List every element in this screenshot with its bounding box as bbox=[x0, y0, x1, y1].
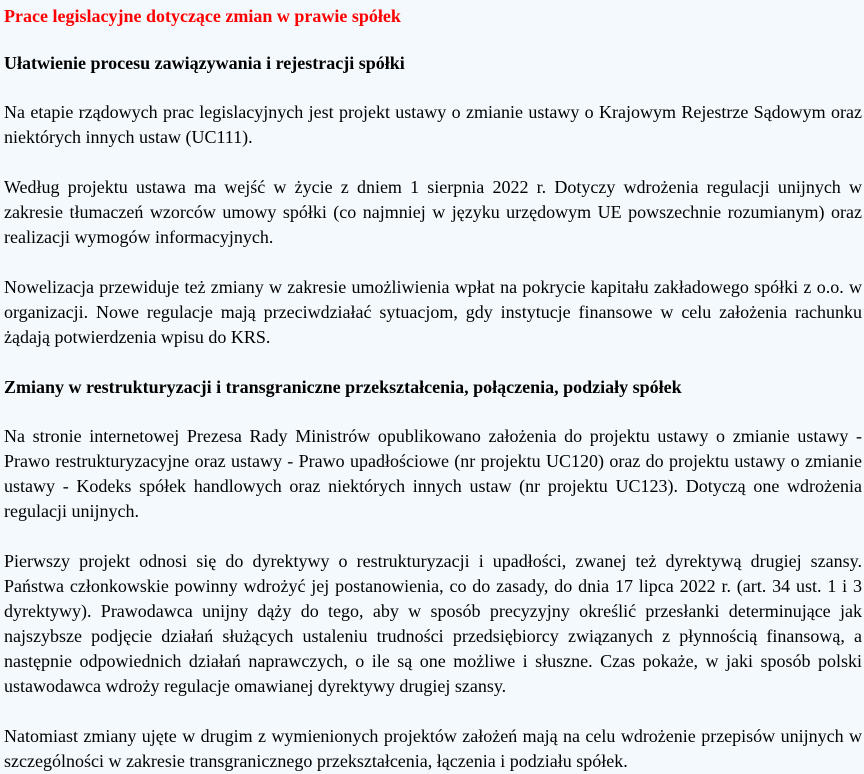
section-heading: Zmiany w restrukturyzacji i transgraniczne przekształcenia, połączenia, podziały spółek bbox=[4, 377, 682, 397]
section-restructuring bbox=[4, 375, 862, 774]
paragraph: Pierwszy projekt odnosi się do dyrektywy o restrukturyzacji i upadłości, zwanej też dyrektywą drugiej szansy. Państwa członkowskie powinny wdrożyć jej postanowienia, co do zasady, do dnia 17 lipca 2022 r. (art. 34 ust. 1 i 3 dyrektywy). Prawodawca unijny dąży do tego, aby w sposób precyzyjny określić przesłanki determinujące jak najszybsze podjęcie działań służących ustaleniu trudności przedsiębiorcy związanych z płynnością finansową, a następnie odpowiednich działań naprawczych, o ile są one możliwe i słuszne. Czas pokaże, w jaki sposób polski ustawodawca wdroży regulacje omawianej dyrektywy drugiej szansy. bbox=[4, 551, 862, 696]
section-company-formation bbox=[4, 51, 862, 350]
article-title: Prace legislacyjne dotyczące zmian w prawie spółek bbox=[4, 6, 401, 26]
section-heading: Ułatwienie procesu zawiązywania i rejestracji spółki bbox=[4, 53, 405, 73]
paragraph: Według projektu ustawa ma wejść w życie z dniem 1 sierpnia 2022 r. Dotyczy wdrożenia regulacji unijnych w zakresie tłumaczeń wzorców umowy spółki (co najmniej w języku urzędowym UE powszechnie rozumianym) oraz realizacji wymogów informacyjnych. bbox=[4, 177, 862, 247]
paragraph: Na stronie internetowej Prezesa Rady Ministrów opublikowano założenia do projektu ustawy o zmianie ustawy - Prawo restrukturyzacyjne oraz ustawy - Prawo upadłościowe (nr projektu UC120) oraz do projektu ustawy o zmianie ustawy - Kodeks spółek handlowych oraz niektórych innych ustaw (nr projektu UC123). Dotyczą one wdrożenia regulacji unijnych. bbox=[4, 426, 862, 521]
paragraph: Natomiast zmiany ujęte w drugim z wymienionych projektów założeń mają na celu wdrożenie przepisów unijnych w szczególności w zakresie transgranicznego przekształcenia, łączenia i podziału spółek. bbox=[4, 726, 862, 771]
paragraph: Nowelizacja przewiduje też zmiany w zakresie umożliwienia wpłat na pokrycie kapitału zakładowego spółki z o.o. w organizacji. Nowe regulacje mają przeciwdziałać sytuacjom, gdy instytucje finansowe w celu założenia rachunku żądają potwierdzenia wpisu do KRS. bbox=[4, 277, 862, 347]
paragraph: Na etapie rządowych prac legislacyjnych jest projekt ustawy o zmianie ustawy o Krajowym Rejestrze Sądowym oraz niektórych innych ustaw (UC111). bbox=[4, 102, 862, 147]
